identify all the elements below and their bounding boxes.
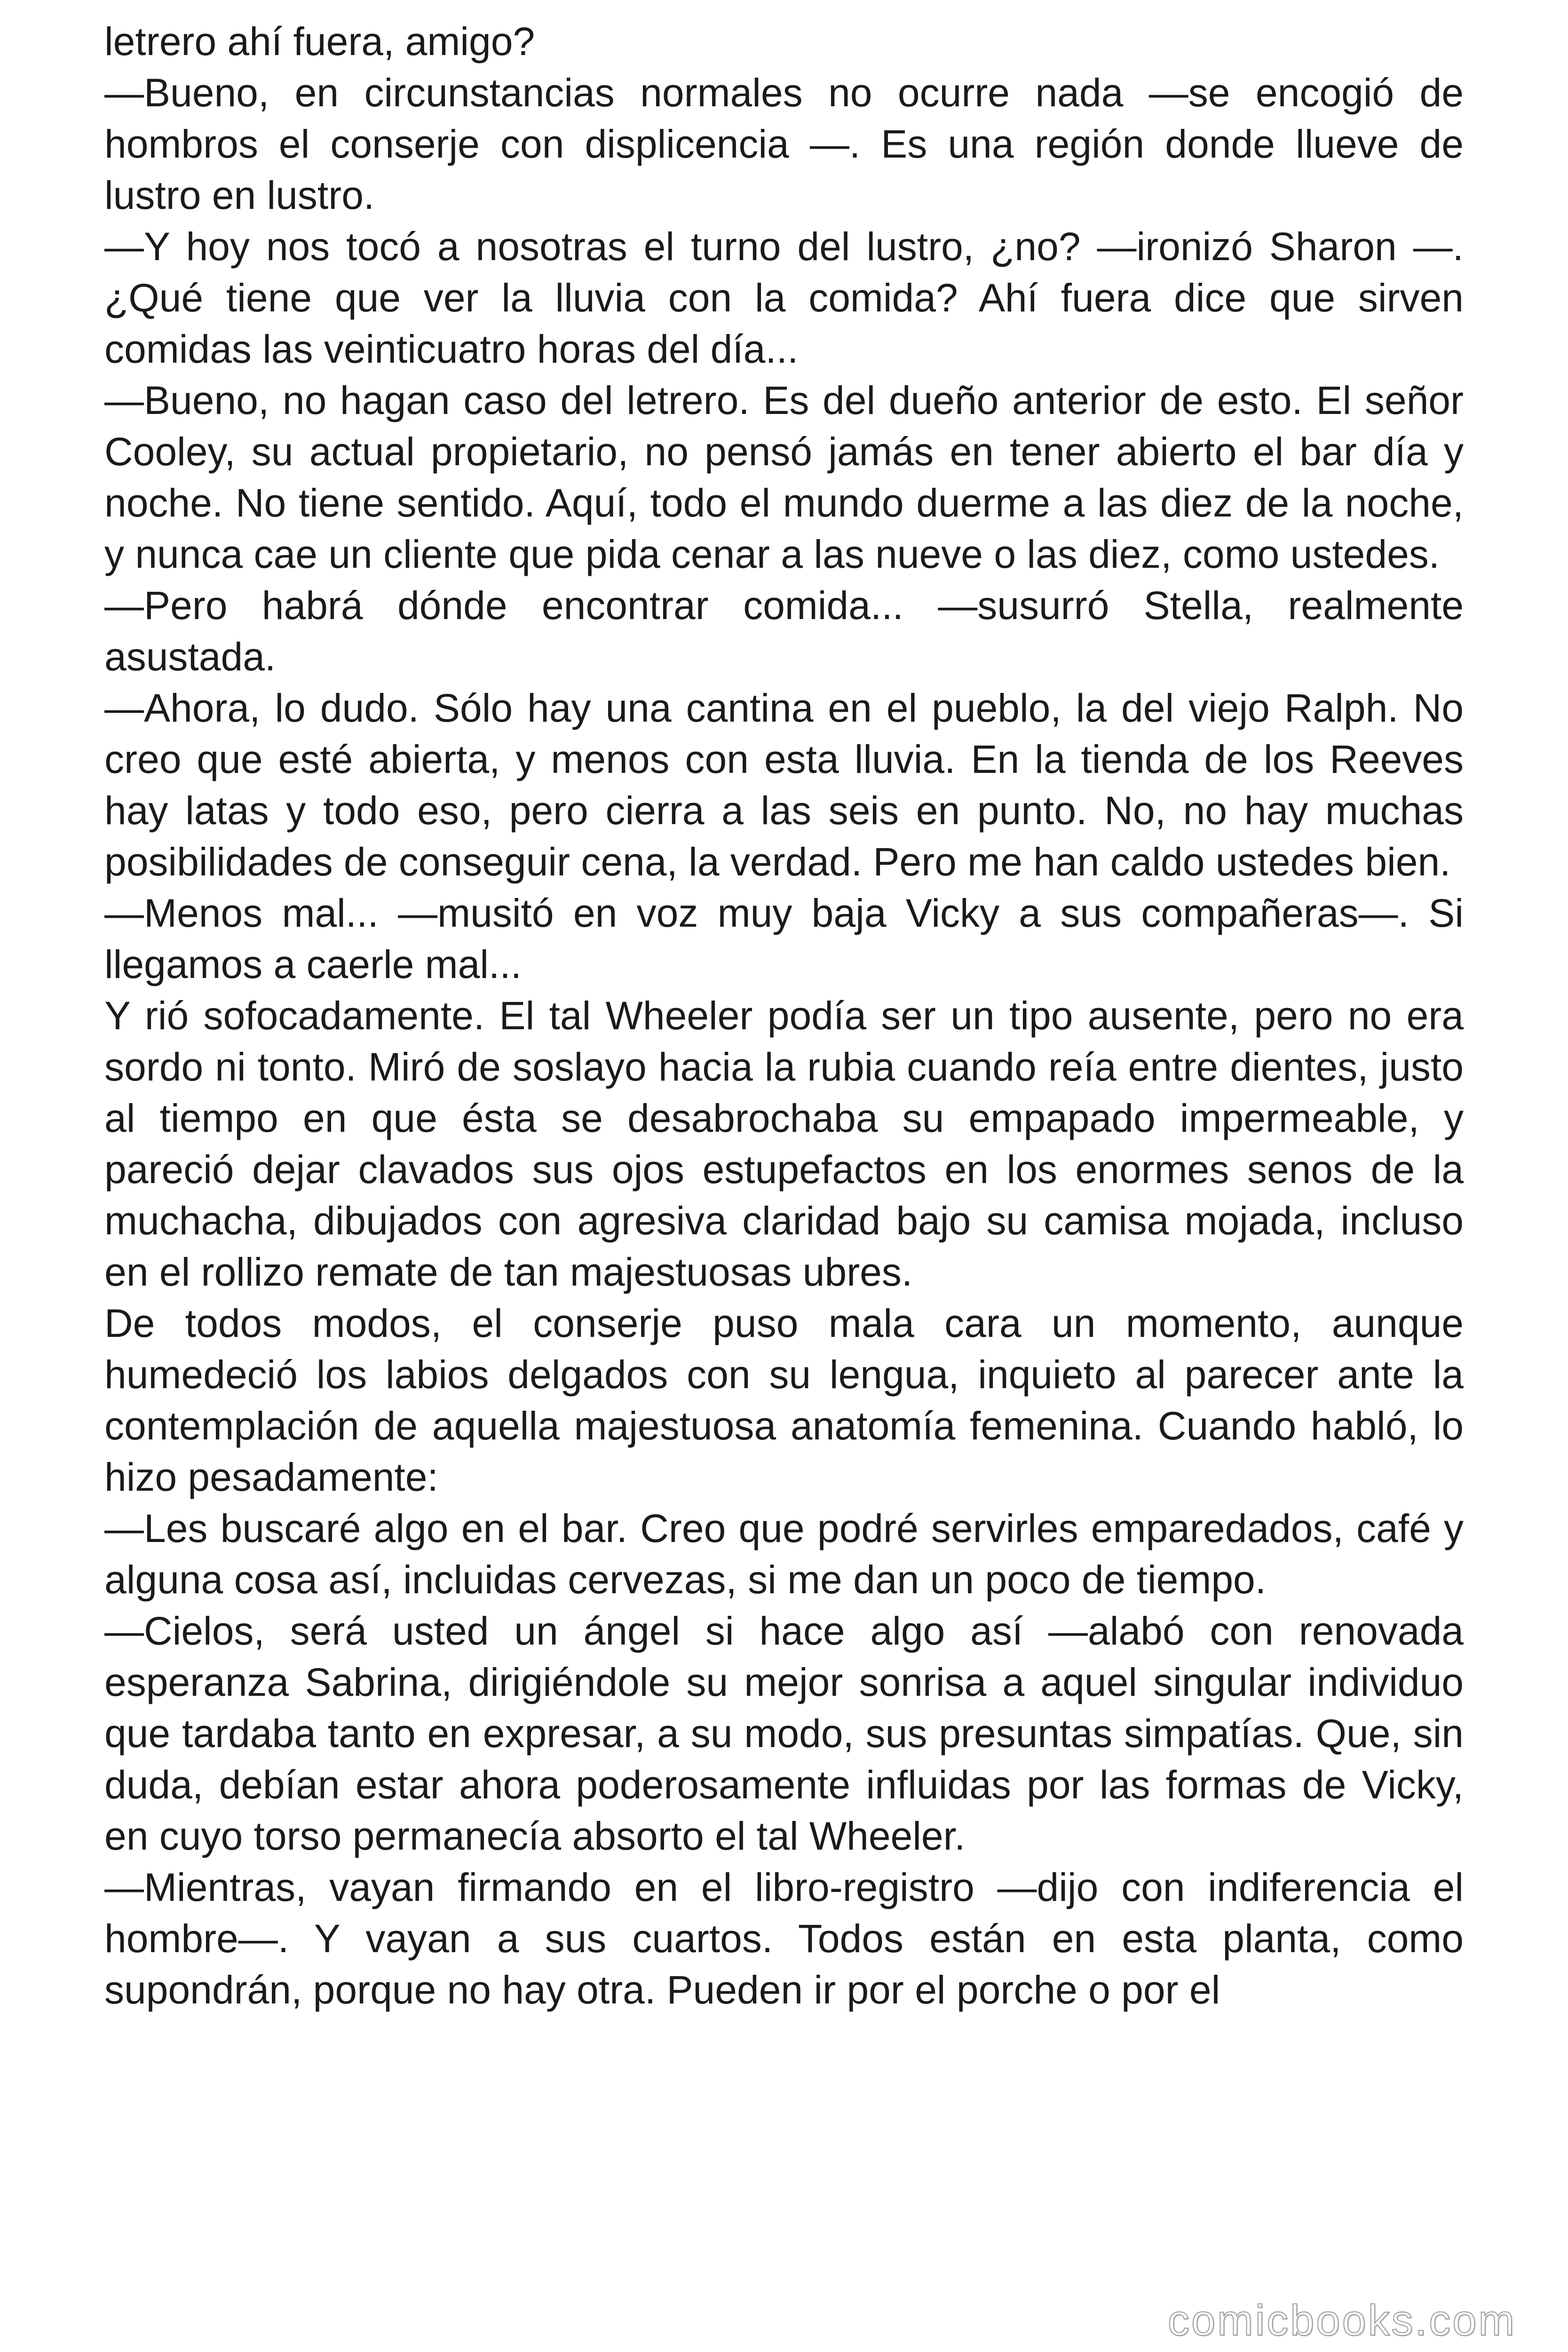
site-watermark: comicbooks.com bbox=[1167, 2296, 1516, 2344]
paragraph: De todos modos, el conserje puso mala cara un momento, aunque humedeció los labios delgados con su lengua, inquieto al parecer ante la contemplación de aquella majestuosa anatomía femenina. Cuando habló, lo hizo pesadamente: bbox=[104, 1301, 1464, 1499]
paragraph: letrero ahí fuera, amigo? bbox=[104, 19, 535, 64]
paragraph: —Bueno, no hagan caso del letrero. Es del dueño anterior de esto. El señor Cooley, su actual propietario, no pensó jamás en tener abierto el bar día y noche. No tiene sentido. Aquí, todo el mundo duerme a las diez de la noche, y nunca cae un cliente que pida cenar a las nueve o las diez, como ustedes. bbox=[104, 378, 1464, 576]
paragraph: —Y hoy nos tocó a nosotras el turno del lustro, ¿no? —ironizó Sharon —. ¿Qué tiene que ver la lluvia con la comida? Ahí fuera dice que sirven comidas las veinticuatro horas del día... bbox=[104, 224, 1464, 371]
paragraph: —Ahora, lo dudo. Sólo hay una cantina en el pueblo, la del viejo Ralph. No creo que esté abierta, y menos con esta lluvia. En la tienda de los Reeves hay latas y todo eso, pero cierra a las seis en punto. No, no hay muchas posibilidades de conseguir cena, la verdad. Pero me han caldo ustedes bien. bbox=[104, 686, 1464, 884]
paragraph: —Menos mal... —musitó en voz muy baja Vicky a sus compañeras—. Si llegamos a caerle mal... bbox=[104, 891, 1464, 986]
paragraph: Y rió sofocadamente. El tal Wheeler podía ser un tipo ausente, pero no era sordo ni tonto. Miró de soslayo hacia la rubia cuando reía entre dientes, justo al tiempo en que ésta se desabrochaba su empapado impermeable, y pareció dejar clavados sus ojos estupefactos en los enormes senos de la muchacha, dibujados con agresiva claridad bajo su camisa mojada, incluso en el rollizo remate de tan majestuosas ubres. bbox=[104, 993, 1464, 1294]
paragraph: —Bueno, en circunstancias normales no ocurre nada —se encogió de hombros el conserje con displicencia —. Es una región donde llueve de lustro en lustro. bbox=[104, 71, 1464, 217]
book-page-text bbox=[104, 16, 1464, 2016]
paragraph: —Pero habrá dónde encontrar comida... —susurró Stella, realmente asustada. bbox=[104, 583, 1464, 679]
paragraph: —Mientras, vayan firmando en el libro-registro —dijo con indiferencia el hombre—. Y vayan a sus cuartos. Todos están en esta planta, como supondrán, porque no hay otra. Pueden ir por el porche o por el bbox=[104, 1865, 1464, 2012]
paragraph: —Les buscaré algo en el bar. Creo que podré servirles emparedados, café y alguna cosa así, incluidas cervezas, si me dan un poco de tiempo. bbox=[104, 1506, 1464, 1602]
paragraph: —Cielos, será usted un ángel si hace algo así —alabó con renovada esperanza Sabrina, dirigiéndole su mejor sonrisa a aquel singular individuo que tardaba tanto en expresar, a su modo, sus presuntas simpatías. Que, sin duda, debían estar ahora poderosamente influidas por las formas de Vicky, en cuyo torso permanecía absorto el tal Wheeler. bbox=[104, 1609, 1464, 1858]
